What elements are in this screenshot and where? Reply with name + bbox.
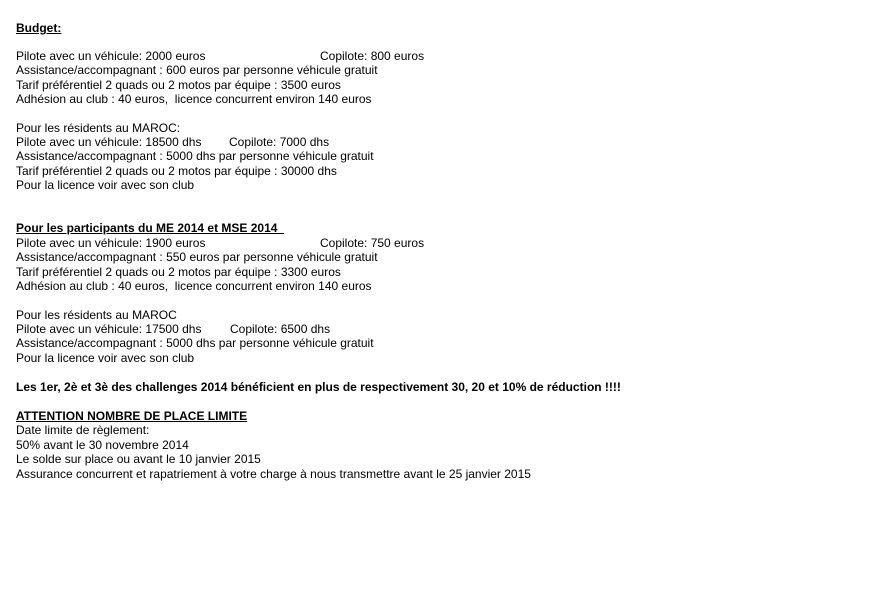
budget-maroc-tarif: Tarif préférentiel 2 quads ou 2 motos par équipe : 30000 dhs [16, 164, 337, 178]
participants-maroc-assistance: Assistance/accompagnant : 5000 dhs par personne véhicule gratuit [16, 336, 374, 350]
participants-maroc-intro: Pour les résidents au MAROC [16, 308, 177, 322]
participants-maroc-pilote: Pilote avec un véhicule: 17500 dhs [16, 322, 202, 336]
budget-heading: Budget: [16, 21, 62, 35]
participants-heading: Pour les participants du ME 2014 et MSE 2014 [16, 221, 285, 235]
budget-pilote: Pilote avec un véhicule: 2000 euros [16, 49, 206, 63]
budget-maroc-copilote: Copilote: 7000 dhs [229, 135, 330, 149]
participants-copilote: Copilote: 750 euros [320, 236, 425, 250]
budget-maroc-licence: Pour la licence voir avec son club [16, 178, 195, 192]
reduction-note: Les 1er, 2è et 3è des challenges 2014 bénéficient en plus de respectivement 30, 20 et 10% de réduction !!!! [16, 380, 621, 394]
attention-heading: ATTENTION NOMBRE DE PLACE LIMITE [16, 409, 248, 423]
attention-acompte: 50% avant le 30 novembre 2014 [16, 438, 189, 452]
participants-maroc-copilote: Copilote: 6500 dhs [230, 322, 331, 336]
attention-assurance: Assurance concurrent et rapatriement à votre charge à nous transmettre avant le 25 janvier 2015 [16, 467, 531, 481]
budget-copilote: Copilote: 800 euros [320, 49, 425, 63]
attention-solde: Le solde sur place ou avant le 10 janvier 2015 [16, 452, 261, 466]
attention-date-limite: Date limite de règlement: [16, 423, 150, 437]
budget-tarif: Tarif préférentiel 2 quads ou 2 motos par équipe : 3500 euros [16, 78, 341, 92]
participants-adhesion: Adhésion au club : 40 euros, licence concurrent environ 140 euros [16, 279, 372, 293]
budget-maroc-pilote: Pilote avec un véhicule: 18500 dhs [16, 135, 202, 149]
participants-assistance: Assistance/accompagnant : 550 euros par personne véhicule gratuit [16, 250, 378, 264]
participants-maroc-licence: Pour la licence voir avec son club [16, 351, 195, 365]
budget-adhesion: Adhésion au club : 40 euros, licence concurrent environ 140 euros [16, 92, 372, 106]
budget-maroc-assistance: Assistance/accompagnant : 5000 dhs par personne véhicule gratuit [16, 149, 374, 163]
participants-pilote: Pilote avec un véhicule: 1900 euros [16, 236, 206, 250]
participants-tarif: Tarif préférentiel 2 quads ou 2 motos par équipe : 3300 euros [16, 265, 341, 279]
budget-maroc-intro: Pour les résidents au MAROC: [16, 121, 181, 135]
budget-assistance: Assistance/accompagnant : 600 euros par personne véhicule gratuit [16, 63, 378, 77]
